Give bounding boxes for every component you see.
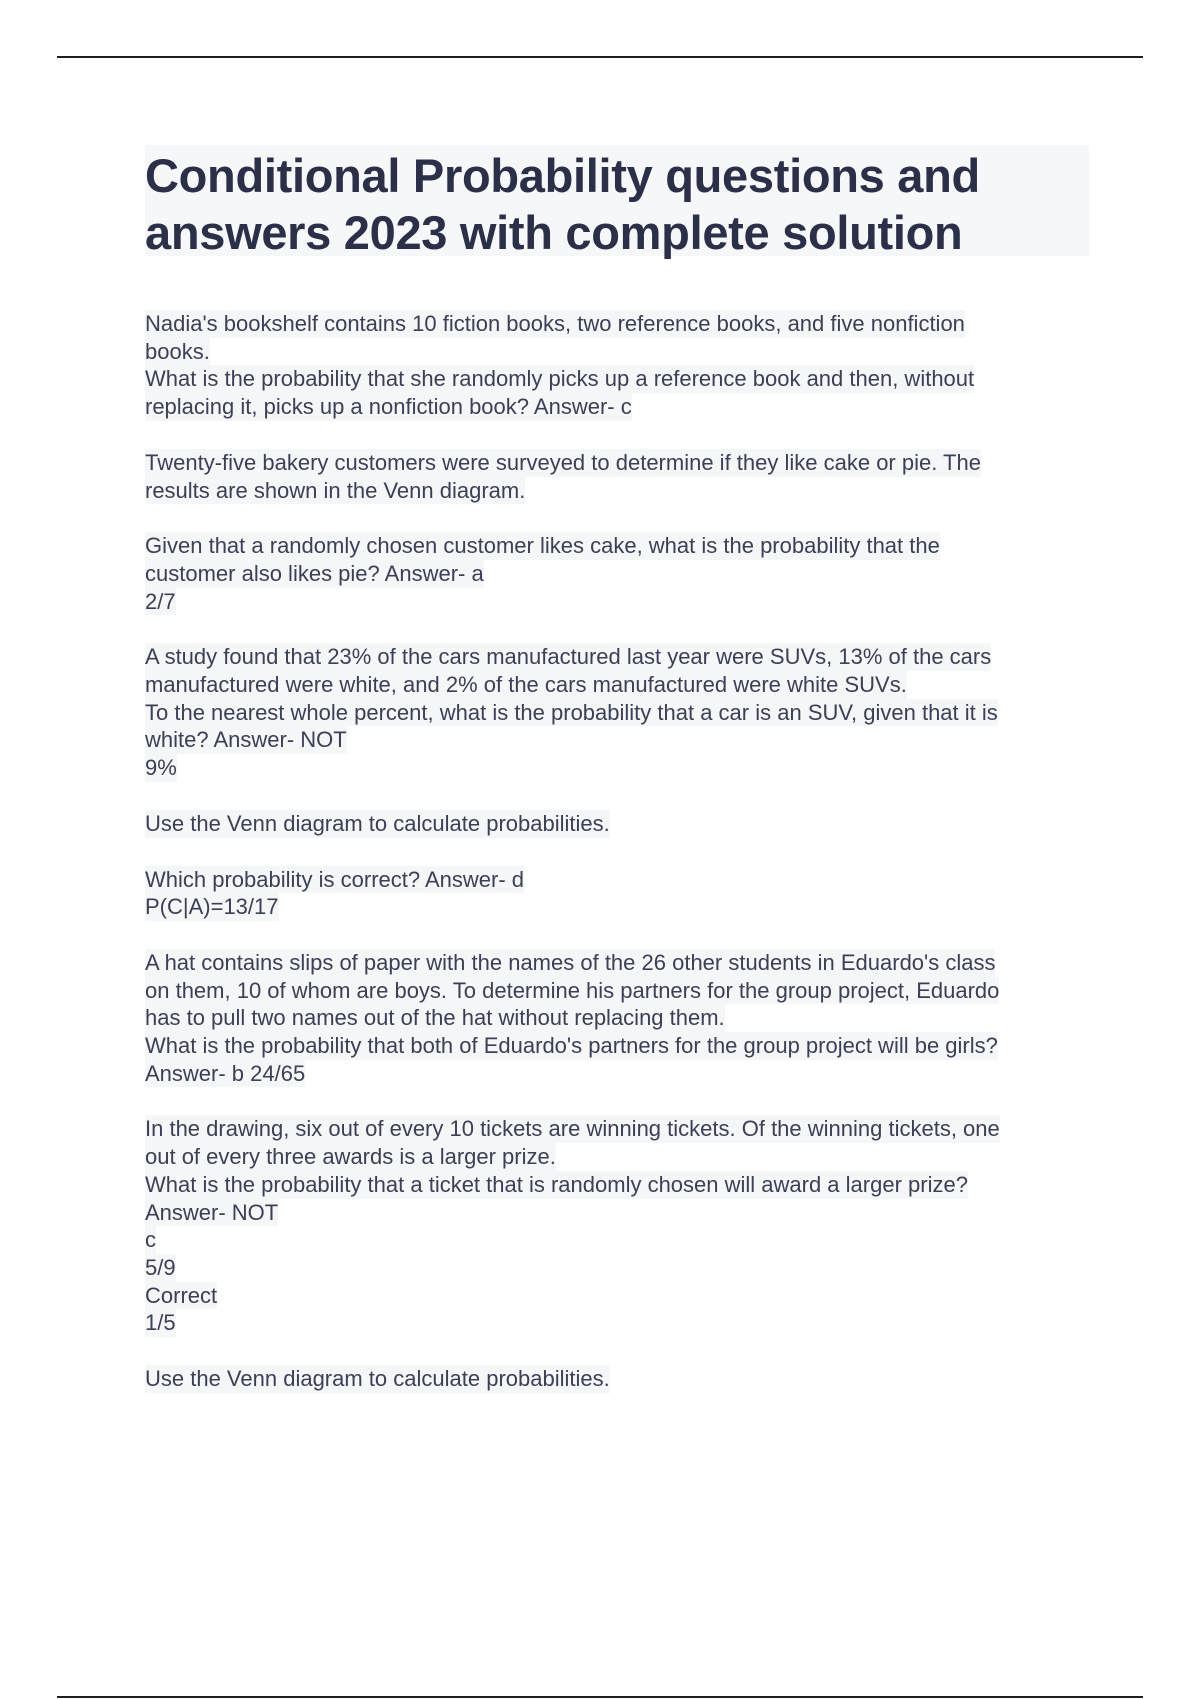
question-nadia bbox=[145, 310, 1089, 421]
text-line: Which probability is correct? Answer- d bbox=[145, 866, 525, 892]
answer-value: 5/9 bbox=[145, 1254, 176, 1280]
text-line: Use the Venn diagram to calculate probabilities. bbox=[145, 810, 610, 836]
top-rule bbox=[57, 56, 1143, 58]
text-line: replacing it, picks up a nonfiction book? Answer- c bbox=[145, 394, 632, 420]
question-cars bbox=[145, 643, 1089, 782]
text-line: Use the Venn diagram to calculate probabilities. bbox=[145, 1366, 610, 1392]
text-line: A study found that 23% of the cars manufactured last year were SUVs, 13% of the cars bbox=[145, 644, 992, 670]
question-eduardo bbox=[145, 949, 1089, 1088]
text-line: A hat contains slips of paper with the names of the 26 other students in Eduardo's class bbox=[145, 949, 996, 975]
bottom-rule bbox=[57, 1696, 1143, 1698]
answer-value: Correct bbox=[145, 1282, 218, 1308]
page-title: Conditional Probability questions and answers 2023 with complete solution bbox=[145, 149, 980, 259]
text-line: white? Answer- NOT bbox=[145, 727, 347, 753]
question-venn-probability bbox=[145, 866, 1089, 921]
venn-instruction bbox=[145, 1365, 1089, 1393]
text-line: What is the probability that both of Eduardo's partners for the group project will be girls? bbox=[145, 1033, 998, 1059]
answer-value: 9% bbox=[145, 755, 177, 781]
question-bakery bbox=[145, 532, 1089, 615]
text-line: has to pull two names out of the hat without replacing them. bbox=[145, 1005, 725, 1031]
venn-instruction bbox=[145, 810, 1089, 838]
text-line: Answer- NOT bbox=[145, 1199, 279, 1225]
answer-value: P(C|A)=13/17 bbox=[145, 894, 279, 920]
text-line: To the nearest whole percent, what is the probability that a car is an SUV, given that it is bbox=[145, 699, 998, 725]
question-bakery-intro bbox=[145, 449, 1089, 504]
question-tickets bbox=[145, 1115, 1089, 1337]
text-line: What is the probability that a ticket that is randomly chosen will award a larger prize? bbox=[145, 1171, 968, 1197]
text-line: In the drawing, six out of every 10 tickets are winning tickets. Of the winning tickets, one bbox=[145, 1116, 1000, 1142]
document-body bbox=[145, 310, 1089, 1421]
answer-value: 2/7 bbox=[145, 588, 176, 614]
answer-value: 1/5 bbox=[145, 1310, 176, 1336]
text-line: customer also likes pie? Answer- a bbox=[145, 560, 484, 586]
answer-value: c bbox=[145, 1227, 156, 1253]
text-line: out of every three awards is a larger prize. bbox=[145, 1144, 556, 1170]
title-block bbox=[145, 145, 1089, 259]
text-line: manufactured were white, and 2% of the cars manufactured were white SUVs. bbox=[145, 672, 907, 698]
text-line: on them, 10 of whom are boys. To determine his partners for the group project, Eduardo bbox=[145, 977, 1000, 1003]
text-line: Nadia's bookshelf contains 10 fiction books, two reference books, and five nonfiction bbox=[145, 311, 965, 336]
text-line: Given that a randomly chosen customer likes cake, what is the probability that the bbox=[145, 533, 940, 559]
text-line: Twenty-five bakery customers were surveyed to determine if they like cake or pie. The bbox=[145, 449, 981, 475]
answer-value: Answer- b 24/65 bbox=[145, 1060, 306, 1086]
text-line: books. bbox=[145, 338, 210, 364]
text-line: What is the probability that she randomly picks up a reference book and then, without bbox=[145, 366, 975, 392]
text-line: results are shown in the Venn diagram. bbox=[145, 477, 526, 503]
